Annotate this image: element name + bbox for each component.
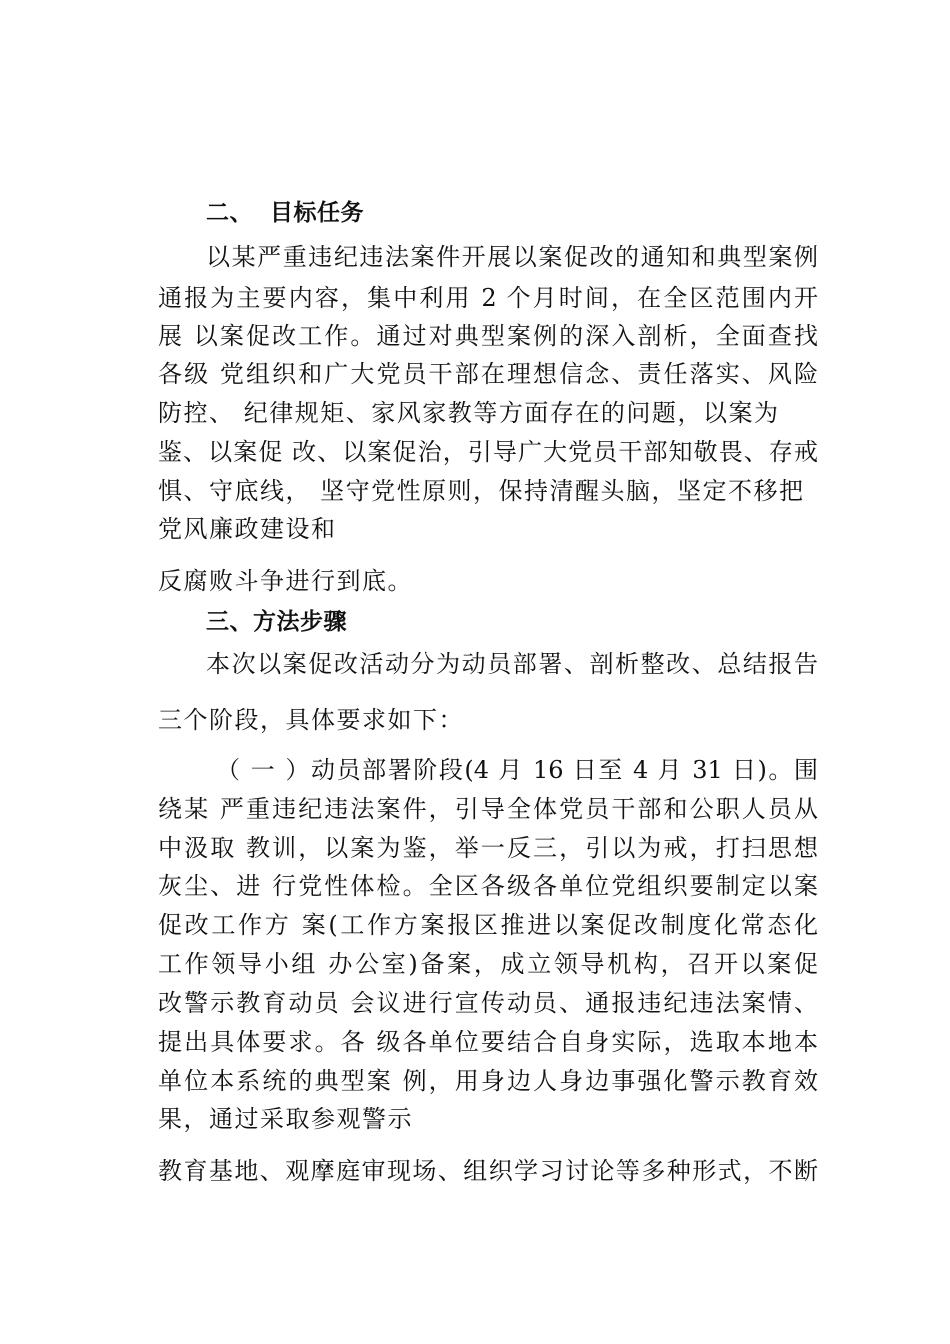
section-2-tail: 反腐败斗争进行到底。	[158, 567, 413, 595]
stage-1-line-1: （ 一 ）动员部署阶段(4 月 16 日至 4 月 31 日)。围	[216, 756, 818, 784]
stage-1-tail: 教育基地、观摩庭审现场、组织学习讨论等多种形式，不断	[158, 1157, 818, 1185]
stage-1-line-9: 单位本系统的典型案 例，用身边人身边事强化警示教育效	[158, 1067, 818, 1095]
stage-1-line-4: 灰尘、进 行党性体检。全区各级各单位党组织要制定以案	[158, 872, 818, 900]
section-2-line-1: 以某严重违纪违法案件开展以案促改的通知和典型案例	[206, 243, 818, 271]
stage-1-line-2: 绕某 严重违纪违法案件，引导全体党员干部和公职人员从	[158, 795, 818, 823]
section-2-line-7: 惧、守底线， 坚守党性原则，保持清醒头脑，坚定不移把	[158, 477, 803, 505]
section-2-heading: 二、 目标任务	[206, 200, 365, 226]
section-2-line-2: 通报为主要内容，集中利用 2 个月时间，在全区范围内开	[158, 284, 818, 312]
section-2-line-8: 党风廉政建设和	[158, 515, 337, 543]
section-3-heading: 三、方法步骤	[206, 609, 347, 635]
section-2-line-3: 展 以案促改工作。通过对典型案例的深入剖析，全面查找	[158, 322, 818, 350]
stage-1-line-7: 改警示教育动员 会议进行宣传动员、通报违纪违法案情、	[158, 989, 818, 1017]
section-3-intro-line-2: 三个阶段，具体要求如下：	[158, 706, 464, 734]
section-3-intro-line-1: 本次以案促改活动分为动员部署、剖析整改、总结报告	[206, 650, 818, 678]
stage-1-line-3: 中汲取 教训，以案为鉴，举一反三，引以为戒，打扫思想	[158, 834, 818, 862]
section-2-line-5: 防控、 纪律规矩、家风家教等方面存在的问题，以案为	[158, 399, 778, 427]
section-2-line-4: 各级 党组织和广大党员干部在理想信念、责任落实、风险	[158, 360, 818, 388]
stage-1-line-6: 工作领导小组 办公室)备案，成立领导机构，召开以案促	[158, 950, 818, 978]
section-2-line-6: 鉴、以案促 改、以案促治，引导广大党员干部知敬畏、存戒	[158, 438, 818, 466]
stage-1-line-10: 果，通过采取参观警示	[158, 1105, 413, 1133]
stage-1-line-8: 提出具体要求。各 级各单位要结合自身实际，选取本地本	[158, 1028, 818, 1056]
stage-1-line-5: 促改工作方 案(工作方案报区推进以案促改制度化常态化	[158, 911, 818, 939]
